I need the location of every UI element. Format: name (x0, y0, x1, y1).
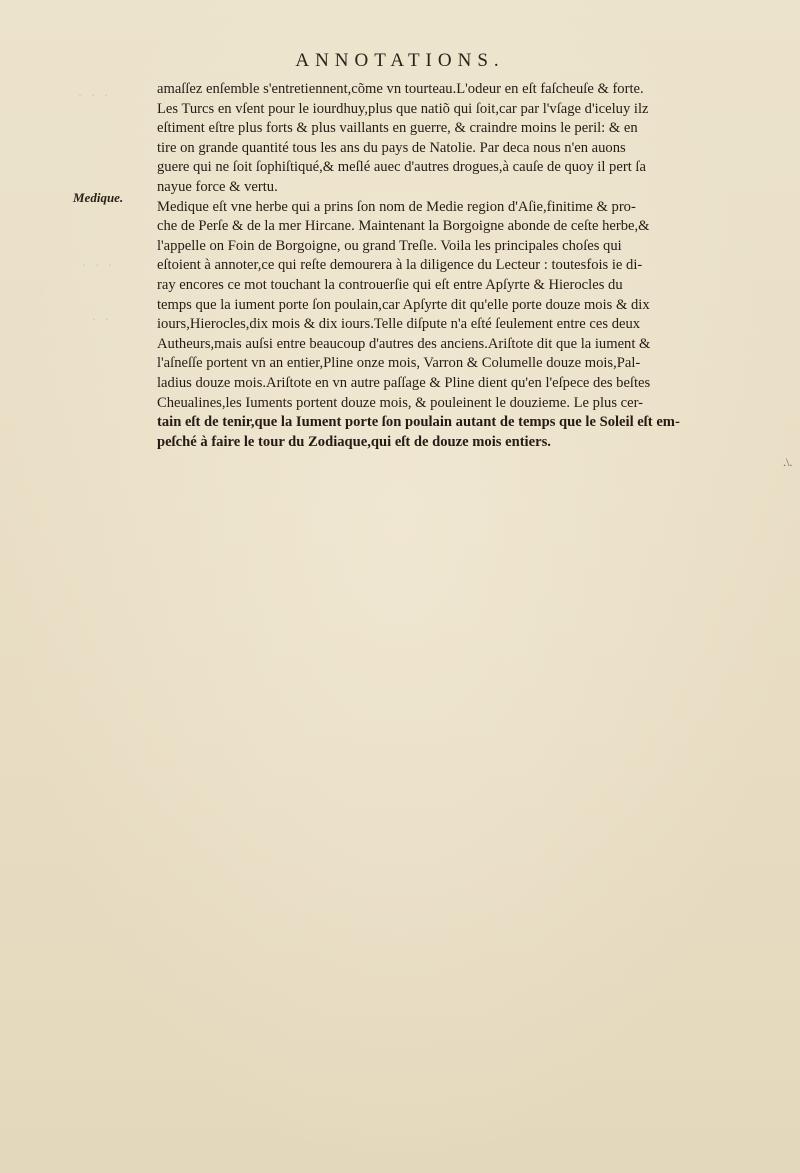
text-line: nayue force & vertu. (157, 178, 278, 195)
running-head-title: ANNOTATIONS. (295, 50, 505, 71)
text-line: guere qui ne ſoit ſophiſtiqué,& meſlé auec d'autres drogues,à cauſe de quoy il pert ſa (157, 159, 646, 176)
text-line: Medique eſt vne herbe qui a prins ſon nom de Medie region d'Aſie,finitime & pro- (157, 198, 636, 215)
text-line: tire on grande quantité tous les ans du pays de Natolie. Par deca nous n'en auons (157, 139, 626, 156)
margin-note-medique: Medique. (73, 190, 124, 205)
text-line: iours,Hierocles,dix mois & dix iours.Telle diſpute n'a eſté ſeulement entre ces deux (157, 316, 641, 333)
text-line: peſché à faire le tour du Zodiaque,qui eſt de douze mois entiers. (157, 433, 551, 450)
text-line: che de Perſe & de la mer Hircane. Maintenant la Borgoigne abonde de ceſte herbe,& (157, 218, 650, 235)
bleed-through-mark: · · · (82, 258, 115, 272)
text-line: tain eſt de tenir,que la Iument porte ſon poulain autant de temps que le Soleil eſt em- (157, 414, 680, 431)
text-line: eſtiment eſtre plus forts & plus vaillants en guerre, & craindre moins le peril: & en (157, 120, 638, 137)
text-line: Cheualines,les Iuments portent douze mois, & pouleinent le douzieme. Le plus cer- (157, 394, 644, 411)
stray-ink-mark: .\. (783, 455, 793, 469)
bleed-through-mark: · · · (78, 88, 111, 102)
text-line: ray encores ce mot touchant la controuerſie qui eſt entre Apſyrte & Hierocles du (157, 276, 623, 293)
text-line: ladius douze mois.Ariſtote en vn autre paſſage & Pline dient qu'en l'eſpece des beſtes (157, 374, 651, 391)
text-line: amaſſez enſemble s'entretiennent,cõme vn tourteau.L'odeur en eſt faſcheuſe & forte. (157, 81, 644, 97)
text-line: Autheurs,mais auſsi entre beaucoup d'autres des anciens.Ariſtote dit que la iument & (157, 335, 651, 352)
text-line: l'appelle on Foin de Borgoigne, ou grand Treſle. Voila les principales choſes qui (157, 237, 622, 254)
text-line: l'aſneſſe portent vn an entier,Pline onze mois, Varron & Columelle douze mois,Pal- (157, 355, 641, 372)
bleed-through-mark: · · (92, 312, 112, 326)
annotation-text-block (157, 80, 735, 452)
text-line: eſtoient à annoter,ce qui reſte demourera à la diligence du Lecteur : toutesfois ie di- (157, 257, 643, 274)
text-line: temps que la iument porte ſon poulain,car Apſyrte dit qu'elle porte douze mois & dix (157, 296, 650, 313)
text-line: Les Turcs en vſent pour le iourdhuy,plus que natiõ qui ſoit,car par l'vſage d'iceluy ilz (157, 100, 649, 117)
